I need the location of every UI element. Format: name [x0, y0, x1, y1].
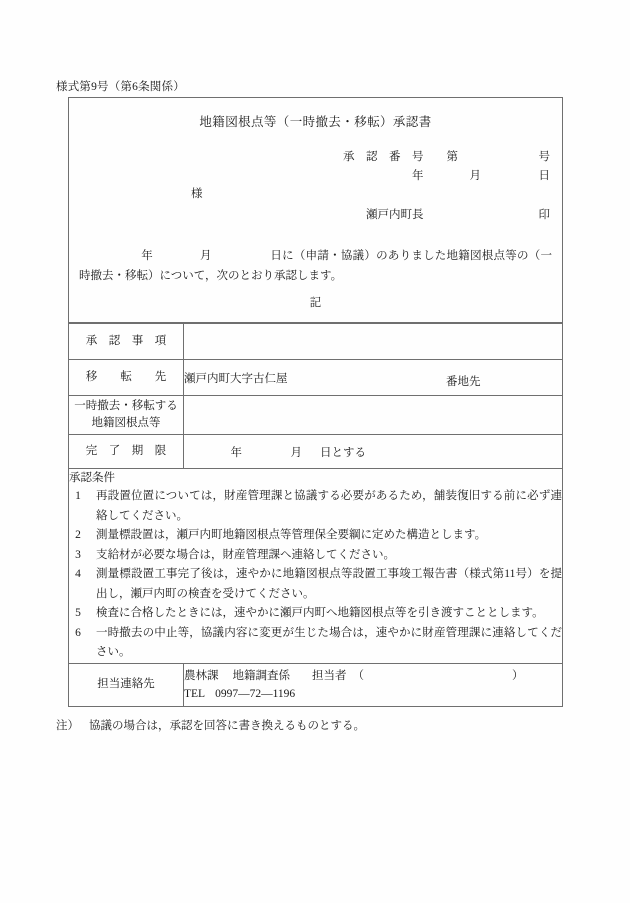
conditions-cell [69, 469, 563, 664]
table-row-conditions [69, 469, 563, 664]
addressee-suffix: 様 [191, 188, 203, 200]
condition-number: 3 [75, 548, 81, 561]
row-label-points-to-remove-line2: 地籍図根点等 [91, 417, 161, 429]
condition-item [69, 526, 562, 546]
condition-text: 測量標設置は，瀬戸内町地籍図根点等管理保全要綱に定めた構造とします。 [96, 529, 487, 541]
condition-item [69, 546, 562, 566]
deadline-day: 日とする [320, 446, 366, 459]
table-row-relocation-destination [69, 360, 563, 396]
condition-text: 検査に合格したときには，速やかに瀬戸内町へ地籍図根点等を引き渡すこととします。 [96, 607, 544, 619]
footnote [56, 717, 365, 733]
condition-text: 支給材が必要な場合は，財産管理課へ連絡してください。 [96, 548, 395, 561]
condition-number: 4 [75, 568, 81, 580]
table-row-approval-matter [69, 324, 563, 360]
header-box [68, 97, 563, 323]
footnote-text: 協議の場合は，承認を回答に書き換えるものとする。 [89, 720, 365, 732]
condition-number: 1 [75, 490, 81, 502]
contact-section: 地籍調査係 [232, 669, 290, 682]
issuer-name: 瀬戸内町長 [366, 209, 424, 221]
contact-person-line [184, 667, 562, 685]
condition-number: 6 [75, 626, 81, 639]
condition-item [69, 565, 562, 604]
conditions-title: 承認条件 [69, 472, 115, 484]
conditions-list [69, 487, 562, 663]
row-value-relocation-destination[interactable] [184, 360, 563, 396]
contact-person-paren-close: ） [512, 669, 524, 682]
relocation-address: 瀬戸内町大字古仁屋 [184, 372, 288, 385]
seal-icon: 印 [538, 209, 550, 221]
footnote-mark: 注） [56, 720, 79, 732]
approval-details-table [68, 323, 563, 707]
body-paragraph [79, 246, 552, 286]
contact-tel-line [184, 685, 562, 703]
row-label-points-to-remove [69, 396, 184, 435]
condition-number: 5 [75, 607, 81, 619]
table-row-completion-deadline [69, 435, 563, 469]
row-label-approval-matter: 承 認 事 項 [69, 324, 184, 360]
contact-department: 農林課 [184, 669, 219, 682]
contact-tel-label: TEL [184, 687, 206, 700]
document-title: 地籍図根点等（一時撤去・移転）承認書 [199, 115, 432, 129]
contact-person-paren-open: （ [352, 669, 364, 682]
table-row-contact [69, 663, 563, 706]
relocation-lot-suffix: 番地先 [446, 375, 481, 388]
body-paragraph-line2: いて，次のとおり承認します。 [182, 270, 343, 282]
condition-item [69, 604, 562, 624]
relocation-address-group [184, 372, 481, 388]
row-value-completion-deadline[interactable] [184, 435, 563, 469]
row-label-completion-deadline: 完 了 期 限 [69, 435, 184, 469]
contact-tel-number: 0997—72—1196 [215, 687, 296, 700]
ki-heading: 記 [309, 297, 322, 309]
deadline-year: 年 [230, 446, 242, 459]
form-number: 様式第9号（第6条関係） [56, 81, 185, 93]
condition-item [69, 487, 562, 526]
row-value-contact [184, 663, 563, 706]
condition-text: 測量標設置工事完了後は，速やかに地籍図根点等設置工事竣工報告書（様式第11号）を提出し，瀬戸内町の検査を受けてください。 [96, 568, 562, 600]
approval-date-field: 年 月 日 [412, 170, 550, 182]
condition-item [69, 624, 562, 663]
contact-person-label: 担当者 [312, 669, 347, 682]
row-label-contact: 担当連絡先 [69, 663, 184, 706]
body-paragraph-line1: 年 月 日に（申請・協議）のありました地籍図根点等の（一時撤去・移転）につ [79, 250, 552, 282]
row-label-relocation-destination: 移 転 先 [69, 360, 184, 396]
deadline-month: 月 [290, 446, 302, 459]
table-row-points-to-remove [69, 396, 563, 435]
approval-number-field: 承 認 番 号 第 号 [343, 151, 550, 163]
condition-number: 2 [75, 529, 81, 541]
row-value-points-to-remove[interactable] [184, 396, 563, 435]
condition-text: 再設置位置については，財産管理課と協議する必要があるため，舗装復旧する前に必ず連絡してください。 [96, 490, 562, 522]
row-value-approval-matter[interactable] [184, 324, 563, 360]
row-label-points-to-remove-line1: 一時撤去・移転する [74, 400, 178, 412]
condition-text: 一時撤去の中止等，協議内容に変更が生じた場合は，速やかに財産管理課に連絡してください。 [96, 626, 562, 658]
